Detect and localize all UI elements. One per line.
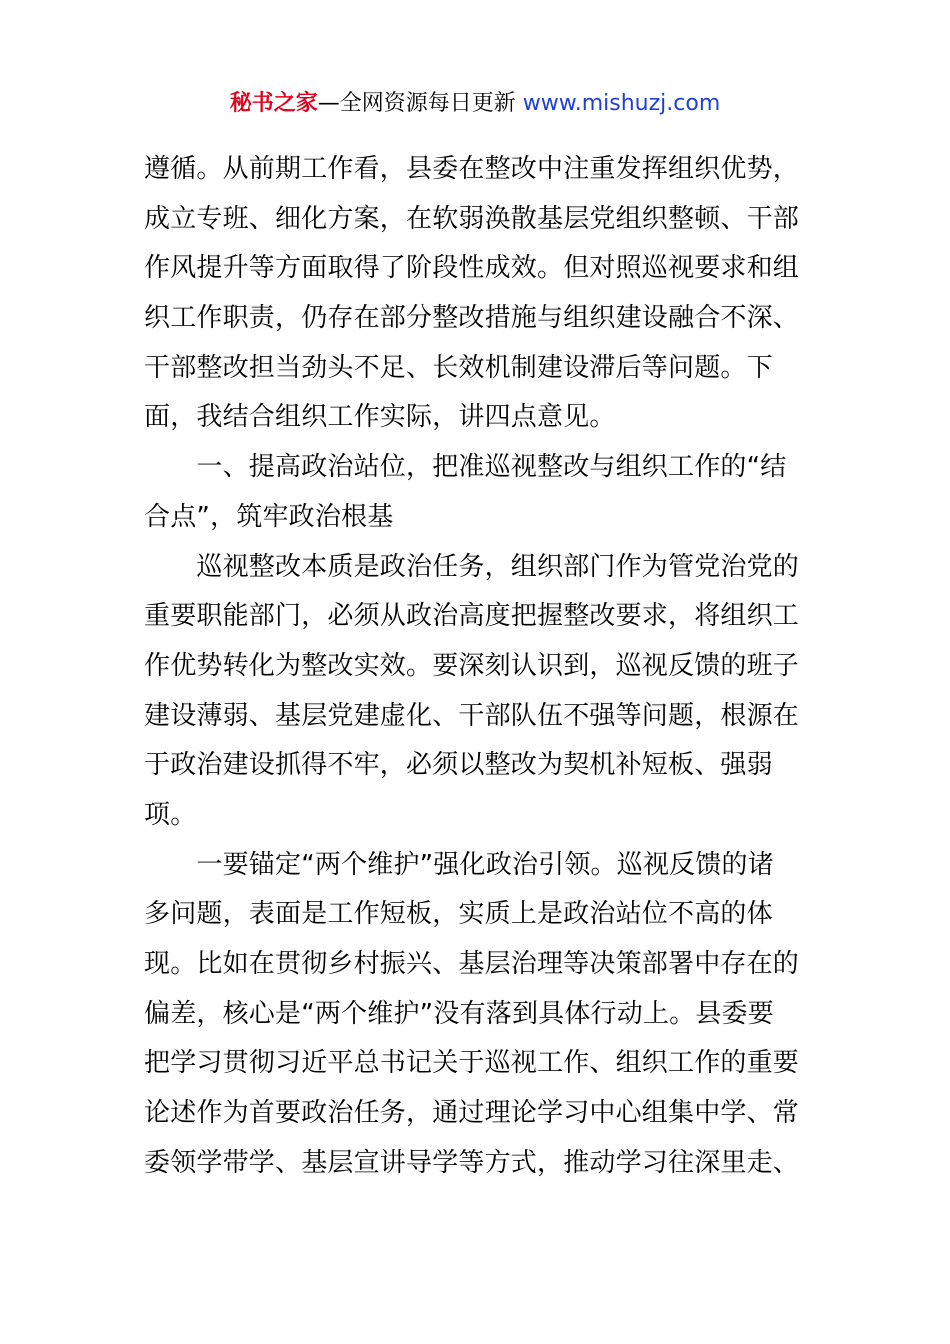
text-line: 成立专班、细化方案，在软弱涣散基层党组织整顿、干部 <box>144 203 800 234</box>
text-line: 重要职能部门，必须从政治高度把握整改要求，将组织工 <box>144 601 800 632</box>
text-line: 干部整改担当劲头不足、长效机制建设滞后等问题。下 <box>144 352 773 383</box>
page-header <box>0 86 950 122</box>
text-line: 作风提升等方面取得了阶段性成效。但对照巡视要求和组 <box>144 253 800 284</box>
text-line: 论述作为首要政治任务，通过理论学习中心组集中学、常 <box>144 1098 800 1129</box>
document-body <box>144 145 814 1188</box>
text-line: 织工作职责，仍存在部分整改措施与组织建设融合不深、 <box>144 303 800 334</box>
text-line: 作优势转化为整改实效。要深刻认识到，巡视反馈的班子 <box>144 650 800 681</box>
text-line: 巡视整改本质是政治任务，组织部门作为管党治党的 <box>144 551 800 582</box>
brand-name: 秘书之家 <box>229 91 318 116</box>
text-line: 建设薄弱、基层党建虚化、干部队伍不强等问题，根源在 <box>144 700 800 731</box>
text-line: 遵循。从前期工作看，县委在整改中注重发挥组织优势， <box>144 154 800 184</box>
text-line: 面，我结合组织工作实际，讲四点意见。 <box>144 402 616 433</box>
text-line: 多问题，表面是工作短板，实质上是政治站位不高的体 <box>144 899 773 930</box>
text-line: 一要锚定“两个维护”强化政治引领。巡视反馈的诸 <box>144 849 774 880</box>
text-line: 委领学带学、基层宣讲导学等方式，推动学习往深里走、 <box>144 1147 800 1178</box>
text-line: 于政治建设抓得不牢，必须以整改为契机补短板、强弱 <box>144 750 773 781</box>
text-line: 项。 <box>144 799 197 830</box>
header-dash: — <box>317 91 340 116</box>
website-link[interactable]: www.mishuzj.com <box>522 91 721 116</box>
section-heading-line: 合点”，筑牢政治根基 <box>144 501 394 532</box>
text-line: 现。比如在贯彻乡村振兴、基层治理等决策部署中存在的 <box>144 949 800 979</box>
text-line: 偏差，核心是“两个维护”没有落到具体行动上。县委要 <box>144 998 774 1029</box>
section-heading-line: 一、提高政治站位，把准巡视整改与组织工作的“结 <box>144 452 787 483</box>
text-line: 把学习贯彻习近平总书记关于巡视工作、组织工作的重要 <box>144 1048 800 1079</box>
header-tagline: 全网资源每日更新 <box>339 91 516 116</box>
